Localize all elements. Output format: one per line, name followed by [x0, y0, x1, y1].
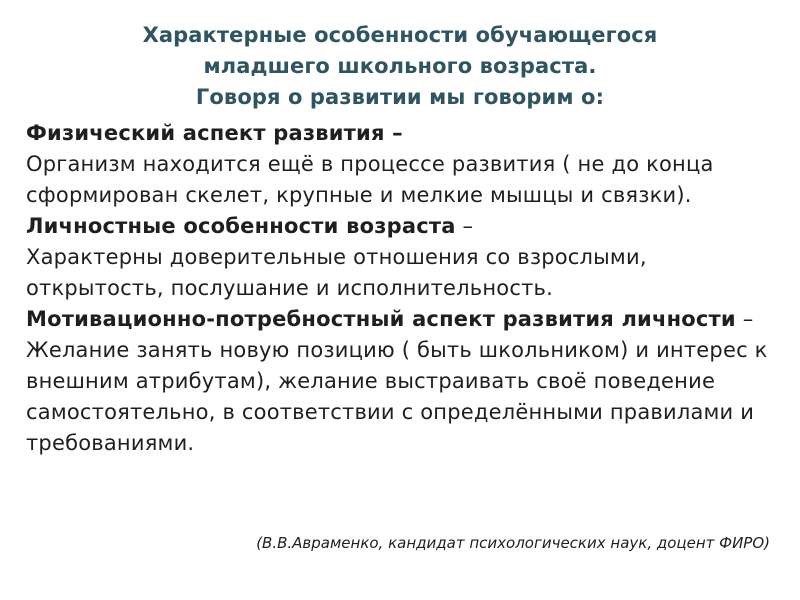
section-personal-text: Характерны доверительные отношения со взрослыми, открытость, послушание и исполнительность. [26, 245, 647, 300]
section-motivation-text: Желание занять новую позицию ( быть школьником) и интерес к внешним атрибутам), желание выстраивать своё поведение самостоятельно, в соответствии с определёнными правилами и требованиями. [26, 338, 768, 455]
section-motivation-heading [26, 304, 786, 335]
title-line-2: младшего школьного возраста. [203, 54, 597, 78]
section-heading-text: Физический аспект развития – [26, 121, 403, 145]
section-physical-text: Организм находится ещё в процессе развития ( не до конца сформирован скелет, крупные и мелкие мышцы и связки). [26, 152, 714, 207]
slide-body [26, 118, 786, 459]
title-line-3: Говоря о развитии мы говорим о: [195, 85, 605, 109]
citation: (В.В.Авраменко, кандидат психологических наук, доцент ФИРО) [256, 534, 770, 552]
section-heading-text: Личностные особенности возраста [26, 214, 456, 238]
slide-title [0, 20, 800, 113]
section-physical-heading [26, 118, 786, 149]
section-personal-heading [26, 211, 786, 242]
title-line-1: Характерные особенности обучающегося [142, 23, 658, 47]
section-heading-dash: – [735, 307, 754, 331]
section-heading-dash: – [455, 214, 474, 238]
section-heading-text: Мотивационно-потребностный аспект развития личности [26, 307, 736, 331]
